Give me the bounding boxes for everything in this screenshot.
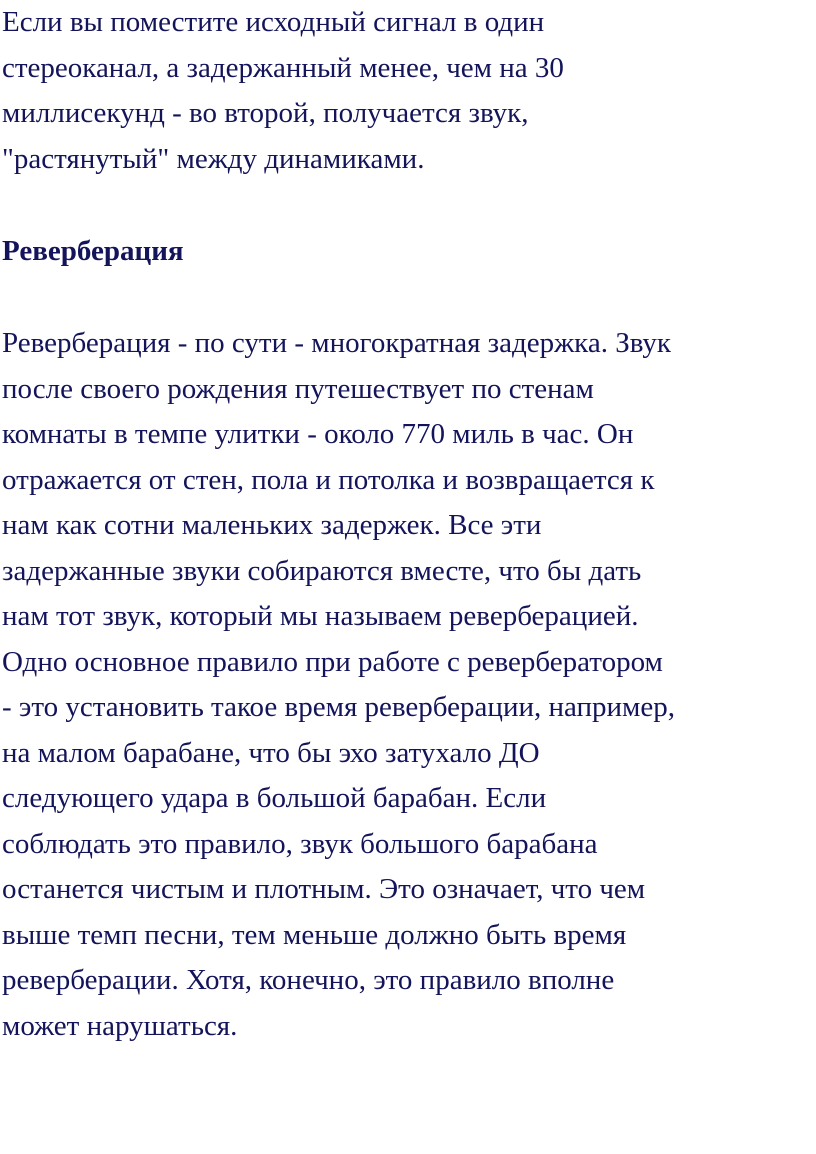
paragraph-line: выше темп песни, тем меньше должно быть время: [2, 918, 627, 951]
paragraph-line: отражается от стен, пола и потолка и возвращается к: [2, 463, 655, 496]
paragraph-line: может нарушаться.: [2, 1009, 238, 1042]
paragraph-line: стереоканал, а задержанный менее, чем на 30: [2, 51, 564, 84]
paragraph-line: задержанные звуки собираются вместе, что бы дать: [2, 554, 642, 587]
intro-paragraph: [2, 0, 814, 182]
paragraph-line: - это установить такое время реверберации, например,: [2, 691, 676, 723]
paragraph-line: Если вы поместите исходный сигнал в один: [2, 6, 545, 38]
paragraph-line: реверберации. Хотя, конечно, это правило вполне: [2, 964, 615, 996]
paragraph-line: комнаты в темпе улитки - около 770 миль в час. Он: [2, 418, 634, 450]
section-heading: Реверберация: [2, 235, 184, 267]
paragraph-line: после своего рождения путешествует по стенам: [2, 372, 594, 405]
paragraph-line: Одно основное правило при работе с ревербератором: [2, 645, 663, 678]
paragraph-line: останется чистым и плотным. Это означает, что чем: [2, 873, 646, 905]
paragraph-line: "растянутый" между динамиками.: [2, 142, 425, 175]
reverb-paragraph: [2, 321, 814, 1049]
paragraph-line: миллисекунд - во второй, получается звук,: [2, 97, 529, 129]
paragraph-line: на малом барабане, что бы эхо затухало ДО: [2, 736, 540, 769]
paragraph-line: Реверберация - по сути - многократная задержка. Звук: [2, 327, 672, 359]
paragraph-line: нам тот звук, который мы называем реверберацией.: [2, 600, 639, 632]
paragraph-line: нам как сотни маленьких задержек. Все эти: [2, 509, 542, 541]
paragraph-line: соблюдать это правило, звук большого барабана: [2, 827, 598, 860]
paragraph-line: следующего удара в большой барабан. Если: [2, 782, 547, 814]
